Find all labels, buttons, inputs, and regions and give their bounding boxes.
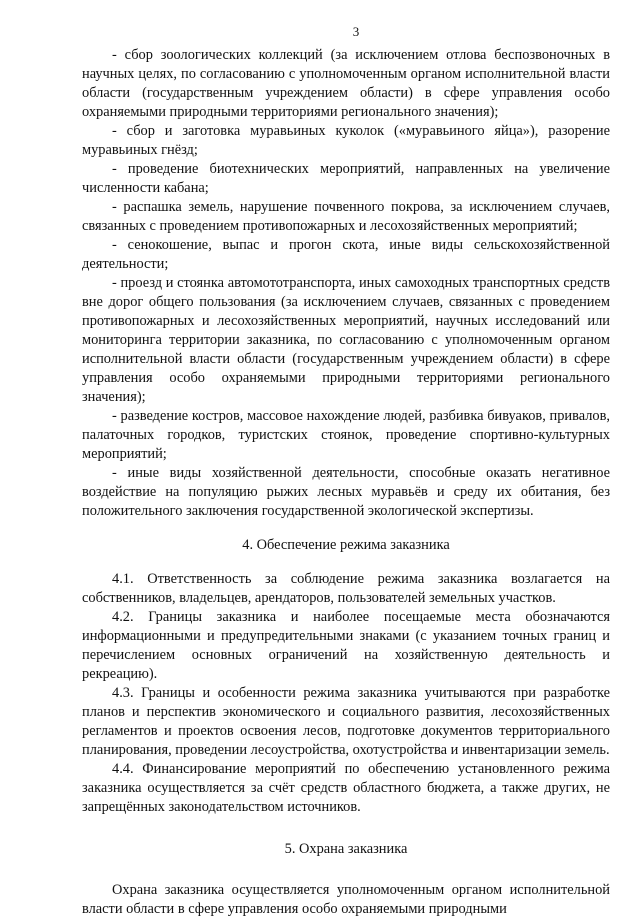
section-4-paragraph: 4.3. Границы и особенности режима заказника учитываются при разработке планов и перспектив экономического и социального развития, лесохозяйственных регламентов и проектов освоения лесов, подготовке документов территориального планирования, проведении лесоустройства, охотустройства и инвентаризации земель. [82, 685, 610, 758]
section-4-heading: 4. Обеспечение режима заказника [242, 537, 450, 553]
section-4-paragraph: 4.2. Границы заказника и наиболее посещаемые места обозначаются информационными и предупредительными знаками (с указанием точных границ и перечислением основных ограничений на хозяйственную деятельность и рекреацию). [82, 609, 610, 682]
list-item: - разведение костров, массовое нахождение людей, разбивка бивуаков, привалов, палаточных городков, туристских стоянок, проведение спортивно-культурных мероприятий; [82, 408, 610, 462]
prohibited-activities-list [82, 46, 610, 521]
list-item: - проезд и стоянка автомототранспорта, иных самоходных транспортных средств вне дорог общего пользования (за исключением случаев, связанных с проведением противопожарных и лесохозяйственных мероприятий, научных исследований или мониторинга территории заказника, по согласованию с уполномоченным органом исполнительной власти области (государственным учреждением области) в сфере управления особо охраняемыми природными территориями регионального значения); [82, 275, 610, 405]
list-item: - сенокошение, выпас и прогон скота, иные виды сельскохозяйственной деятельности; [82, 237, 610, 272]
list-item: - сбор зоологических коллекций (за исключением отлова беспозвоночных в научных целях, по согласованию с уполномоченным органом исполнительной власти области (государственным учреждением области) в сфере управления особо охраняемыми природными территориями регионального значения); [82, 47, 610, 120]
section-5-body [82, 881, 610, 919]
section-5-heading: 5. Охрана заказника [284, 841, 408, 857]
list-item: - распашка земель, нарушение почвенного покрова, за исключением случаев, связанных с проведением противопожарных и лесохозяйственных мероприятий; [82, 199, 610, 234]
section-4-body [82, 570, 610, 817]
page-number: 3 [352, 24, 360, 39]
section-4-paragraph: 4.4. Финансирование мероприятий по обеспечению установленного режима заказника осуществляется за счёт средств областного бюджета, а также других, не запрещённых законодательством источников. [82, 761, 610, 815]
list-item: - проведение биотехнических мероприятий, направленных на увеличение численности кабана; [82, 161, 610, 196]
list-item: - сбор и заготовка муравьиных куколок («муравьиного яйца»), разорение муравьиных гнёзд; [82, 123, 610, 158]
section-5-paragraph: Охрана заказника осуществляется уполномоченным органом исполнительной власти области в сфере управления особо охраняемыми природными [82, 882, 610, 917]
section-4-paragraph: 4.1. Ответственность за соблюдение режима заказника возлагается на собственников, владельцев, арендаторов, пользователей земельных участков. [82, 571, 610, 606]
list-item: - иные виды хозяйственной деятельности, способные оказать негативное воздействие на популяцию рыжих лесных муравьёв и среду их обитания, без положительного заключения государственной экологической экспертизы. [82, 465, 610, 519]
